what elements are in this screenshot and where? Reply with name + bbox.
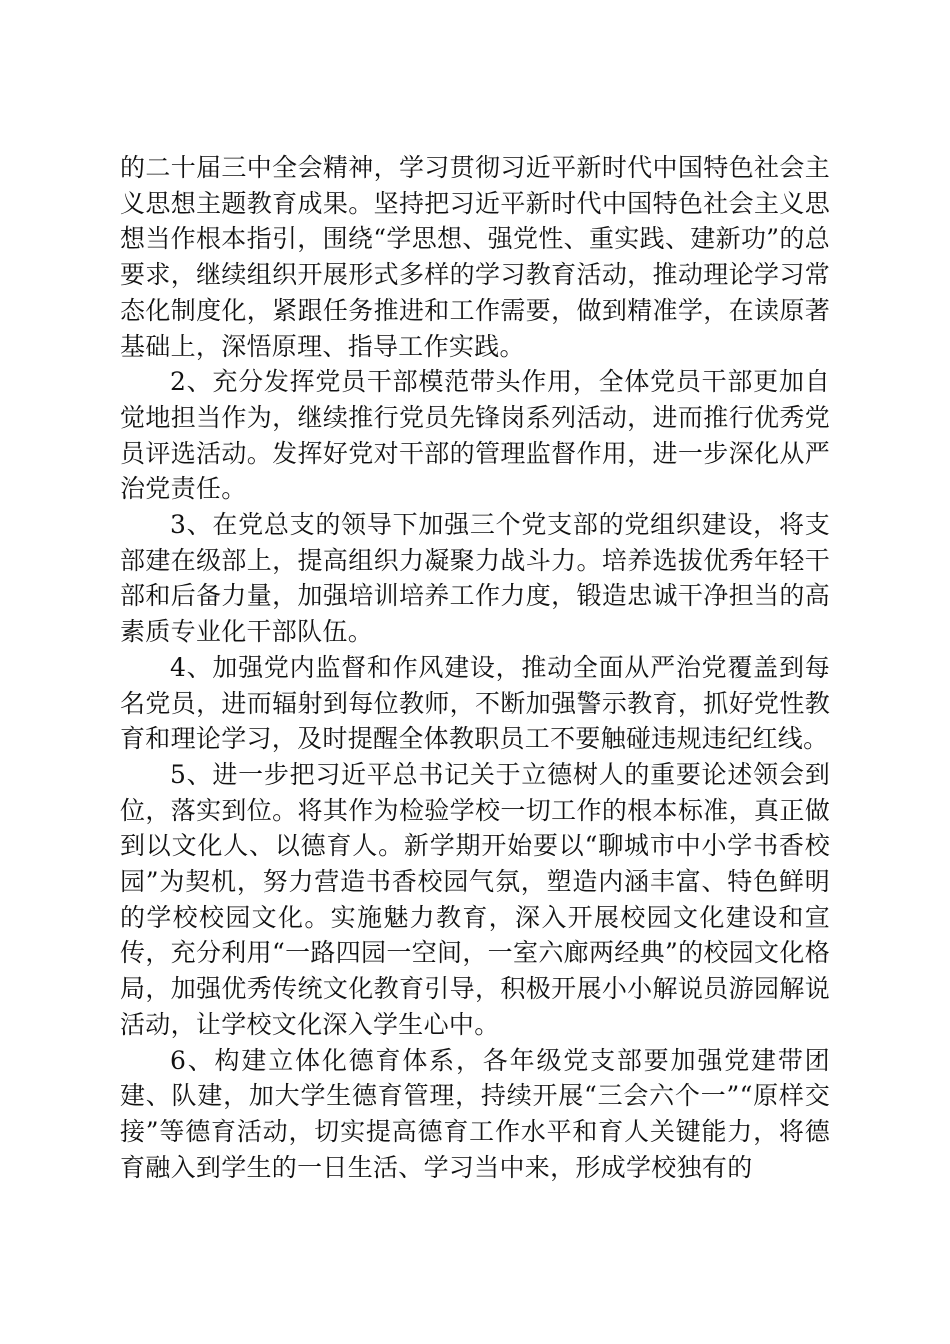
paragraph-item-5: 5、进一步把习近平总书记关于立德树人的重要论述领会到位，落实到位。将其作为检验学校一切工作的根本标准，真正做到以文化人、以德育人。新学期开始要以“聊城市中小学书香校园”为契机，努力营造书香校园气氛，塑造内涵丰富、特色鲜明的学校校园文化。实施魅力教育，深入开展校园文化建设和宣传，充分利用“一路四园一空间，一室六廊两经典”的校园文化格局，加强优秀传统文化教育引导，积极开展小小解说员游园解说活动，让学校文化深入学生心中。 <box>120 759 830 1039</box>
paragraph-item-2: 2、充分发挥党员干部模范带头作用，全体党员干部更加自觉地担当作为，继续推行党员先锋岗系列活动，进而推行优秀党员评选活动。发挥好党对干部的管理监督作用，进一步深化从严治党责任。 <box>120 367 830 504</box>
paragraph-item-4: 4、加强党内监督和作风建设，推动全面从严治党覆盖到每名党员，进而辐射到每位教师，不断加强警示教育，抓好党性教育和理论学习，及时提醒全体教职员工不要触碰违规违纪红线。 <box>120 652 830 754</box>
paragraph-item-6: 6、构建立体化德育体系，各年级党支部要加强党建带团建、队建，加大学生德育管理，持续开展“三会六个一”“原样交接”等德育活动，切实提高德育工作水平和育人关键能力，将德育融入到学生的一日生活、学习当中来，形成学校独有的 <box>120 1045 830 1182</box>
paragraph-item-3: 3、在党总支的领导下加强三个党支部的党组织建设，将支部建在级部上，提高组织力凝聚力战斗力。培养选拔优秀年轻干部和后备力量，加强培训培养工作力度，锻造忠诚干净担当的高素质专业化干部队伍。 <box>120 510 830 647</box>
paragraph-intro-continuation: 的二十届三中全会精神，学习贯彻习近平新时代中国特色社会主义思想主题教育成果。坚持把习近平新时代中国特色社会主义思想当作根本指引，围绕“学思想、强党性、重实践、建新功”的总要求，继续组织开展形式多样的学习教育活动，推动理论学习常态化制度化，紧跟任务推进和工作需要，做到精准学，在读原著基础上，深悟原理、指导工作实践。 <box>120 153 830 361</box>
document-body <box>120 150 830 1185</box>
